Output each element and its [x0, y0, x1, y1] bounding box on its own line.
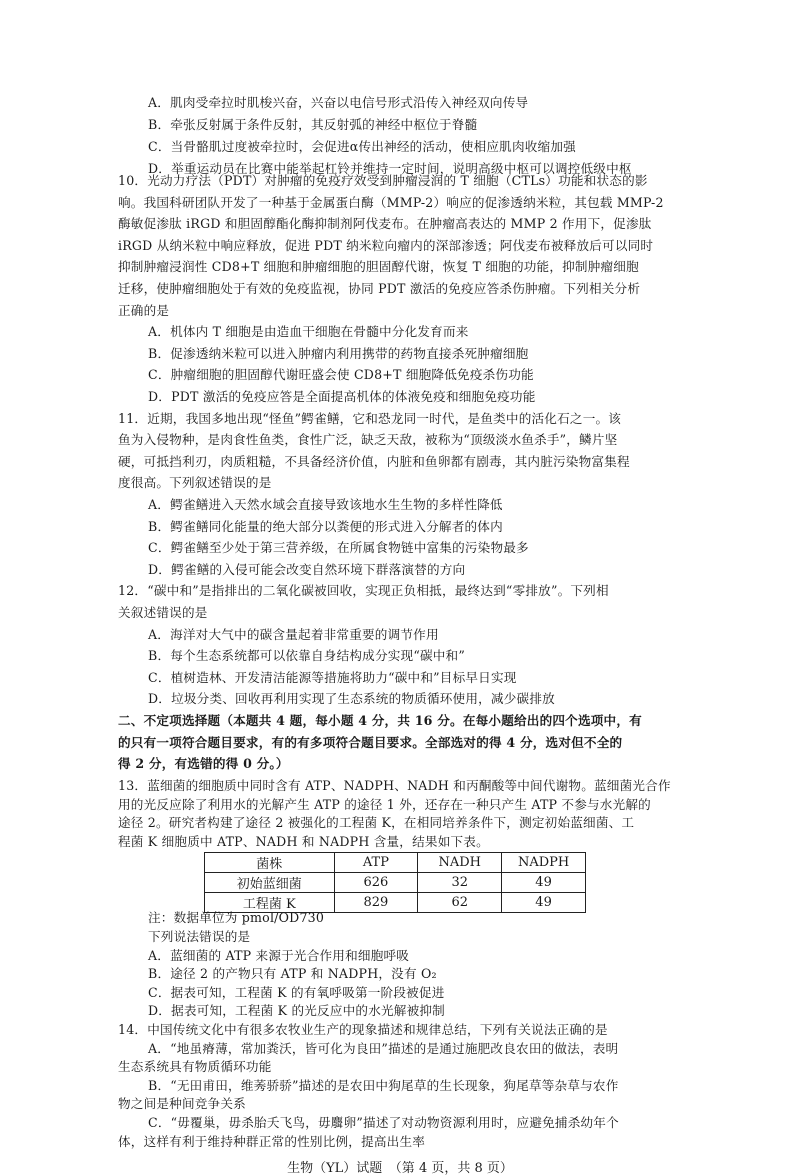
q13-option-b: B．途径 2 的产物只有 ATP 和 NADPH，没有 O₂ — [148, 966, 437, 982]
q9-option-a: A．肌肉受牵拉时肌梭兴奋，兴奋以电信号形式沿传入神经双向传导 — [148, 95, 529, 110]
q10-option-d: D．PDT 激活的免疫应答是全面提高机体的体液免疫和细胞免疫功能 — [148, 389, 536, 404]
q12-stem-line: 12．“碳中和”是指排出的二氧化碳被回收，实现正负相抵，最终达到“零排放”。下列相 — [118, 583, 609, 598]
table-header-cell: 菌株 — [205, 853, 335, 873]
section-heading: 的只有一项符合题目要求，有的有多项符合题目要求。全部选对的得 4 分，选对但不全的 — [118, 735, 623, 750]
table-cell: 工程菌 K — [205, 893, 335, 913]
q9-option-c: C．当骨骼肌过度被牵拉时，会促进α传出神经的活动，使相应肌肉收缩加强 — [148, 139, 576, 154]
q11-stem-line: 度很高。下列叙述错误的是 — [118, 475, 272, 490]
q12-stem-line: 关叙述错误的是 — [118, 605, 208, 620]
q13-data-table — [204, 852, 586, 913]
q14-option-c-cont: 体，这样有利于维持种群正常的性别比例，提高出生率 — [118, 1133, 426, 1149]
q14-option-a-cont: 生态系统具有物质循环功能 — [118, 1059, 272, 1075]
q10-stem-line: 酶敏促渗肽 iRGD 和胆固醇酯化酶抑制剂阿伐麦布。在肿瘤高表达的 MMP 2 作用下，促渗肽 — [118, 216, 652, 231]
table-cell: 32 — [418, 873, 502, 893]
table-header-cell: NADPH — [502, 853, 586, 873]
table-header-cell: NADH — [418, 853, 502, 873]
q13-option-a: A．蓝细菌的 ATP 来源于光合作用和细胞呼吸 — [148, 947, 410, 963]
table-cell: 626 — [334, 873, 418, 893]
q13-stem-line: 途径 2。研究者构建了途径 2 被强化的工程菌 K，在相同培养条件下，测定初始蓝细菌、工 — [118, 815, 635, 831]
q11-stem-line: 鱼为入侵物种，是肉食性鱼类，食性广泛，缺乏天敌，被称为“顶级淡水鱼杀手”，鳞片坚 — [118, 432, 618, 447]
table-header-cell: ATP — [334, 853, 418, 873]
q10-option-c: C．肿瘤细胞的胆固醇代谢旺盛会使 CD8+T 细胞降低免疫杀伤功能 — [148, 367, 534, 382]
q12-option-d: D．垃圾分类、回收再利用实现了生态系统的物质循环使用，减少碳排放 — [148, 691, 555, 706]
q10-stem-line: 正确的是 — [118, 303, 170, 318]
q13-table-note: 注：数据单位为 pmol/OD730 — [148, 910, 325, 926]
table-cell: 初始蓝细菌 — [205, 873, 335, 893]
q12-option-c: C．植树造林、开发清洁能源等措施将助力“碳中和”目标早日实现 — [148, 670, 517, 685]
q13-stem-line: 用的光反应除了利用水的光解产生 ATP 的途径 1 外，还存在一种只产生 ATP 不参与水光解的 — [118, 796, 651, 812]
q14-option-b: B．“无田甫田，维莠骄骄”描述的是农田中狗尾草的生长现象，狗尾草等杂草与农作 — [148, 1077, 619, 1093]
q10-stem-line: 10．光动力疗法（PDT）对肿瘤的免疫疗效受到肿瘤浸润的 T 细胞（CTLs）功能和状态的影 — [118, 173, 648, 188]
q9-option-d: D．举重运动员在比赛中能举起杠铃并维持一定时间，说明高级中枢可以调控低级中枢 — [148, 161, 632, 176]
q13-option-d: D．据表可知，工程菌 K 的光反应中的水光解被抑制 — [148, 1003, 445, 1019]
table-row — [205, 873, 586, 893]
section-heading: 得 2 分，有选错的得 0 分。） — [118, 756, 289, 771]
table-cell: 829 — [334, 893, 418, 913]
q10-stem-line: 抑制肿瘤浸润性 CD8+T 细胞和肿瘤细胞的胆固醇代谢，恢复 T 细胞的功能，抑制肿瘤细胞 — [118, 259, 639, 274]
q13-stem-line: 程菌 K 细胞质中 ATP、NADH 和 NADPH 含量，结果如下表。 — [118, 833, 489, 849]
q13-stem-line: 13．蓝细菌的细胞质中同时含有 ATP、NADPH、NADH 和丙酮酸等中间代谢物。蓝细菌光合作 — [118, 778, 671, 793]
q14-option-b-cont: 物之间是种间竞争关系 — [118, 1096, 246, 1112]
q12-option-b: B．每个生态系统都可以依靠自身结构成分实现“碳中和” — [148, 648, 465, 663]
q10-stem-line: iRGD 从纳米粒中响应释放，促进 PDT 纳米粒向瘤内的深部渗透；阿伐麦布被释放后可以同时 — [118, 238, 654, 253]
q11-stem-line: 硬，可抵挡利刃，肉质粗糙，不具备经济价值，内脏和鱼卵都有剧毒，其内脏污染物富集程 — [118, 454, 630, 469]
q10-option-b: B．促渗透纳米粒可以进入肿瘤内利用携带的药物直接杀死肿瘤细胞 — [148, 346, 529, 361]
section-heading: 二、不定项选择题（本题共 4 题，每小题 4 分，共 16 分。在每小题给出的四个选项中，有 — [118, 713, 642, 728]
table-cell: 49 — [502, 873, 586, 893]
q10-stem-line: 迁移，使肿瘤细胞处于有效的免疫监视，协同 PDT 激活的免疫应答杀伤肿瘤。下列相关分析 — [118, 281, 641, 296]
q14-option-c: C．“毋覆巢，毋杀胎夭飞鸟，毋麛卵”描述了对动物资源利用时，应避免捕杀幼年个 — [148, 1115, 619, 1130]
q13-question: 下列说法错误的是 — [148, 929, 251, 944]
q13-option-c: C．据表可知，工程菌 K 的有氧呼吸第一阶段被促进 — [148, 984, 445, 1000]
q11-option-d: D．鳄雀鳝的入侵可能会改变自然环境下群落演替的方向 — [148, 562, 466, 577]
q14-option-a: A．“地虽瘠薄，常加粪沃，皆可化为良田”描述的是通过施肥改良农田的做法，表明 — [148, 1040, 619, 1056]
table-cell: 62 — [418, 893, 502, 913]
q9-option-b: B．牵张反射属于条件反射，其反射弧的神经中枢位于脊髓 — [148, 117, 478, 132]
page-footer: 生物（YL）试题 （第 4 页，共 8 页） — [287, 1161, 513, 1176]
q10-stem-line: 响。我国科研团队开发了一种基于金属蛋白酶（MMP-2）响应的促渗透纳米粒，其包载 MMP-2 — [118, 195, 664, 210]
q11-option-b: B．鳄雀鳝同化能量的绝大部分以粪便的形式进入分解者的体内 — [148, 519, 503, 534]
table-header-row — [205, 853, 586, 873]
q11-stem-line: 11．近期，我国多地出现“怪鱼”鳄雀鳝，它和恐龙同一时代，是鱼类中的活化石之一。该 — [118, 411, 622, 426]
q14-stem-line: 14．中国传统文化中有很多农牧业生产的现象描述和规律总结，下列有关说法正确的是 — [118, 1022, 608, 1037]
q11-option-a: A．鳄雀鳝进入天然水域会直接导致该地水生生物的多样性降低 — [148, 497, 503, 512]
q12-option-a: A．海洋对大气中的碳含量起着非常重要的调节作用 — [148, 627, 439, 642]
q10-option-a: A．机体内 T 细胞是由造血干细胞在骨髓中分化发育而来 — [148, 324, 469, 339]
q11-option-c: C．鳄雀鳝至少处于第三营养级，在所属食物链中富集的污染物最多 — [148, 540, 529, 555]
table-cell: 49 — [502, 893, 586, 913]
